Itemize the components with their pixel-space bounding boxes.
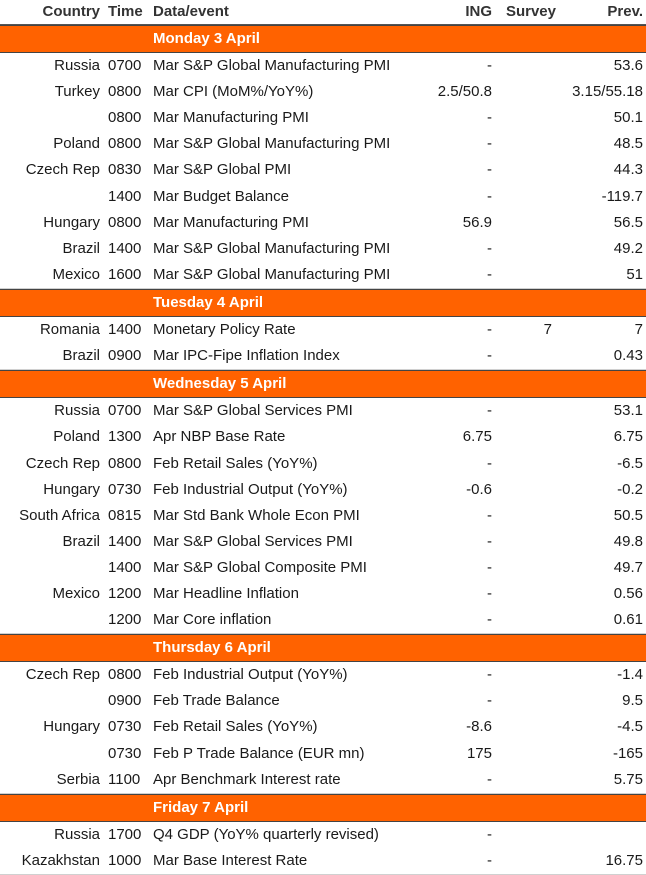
- cell-prev: 49.8: [613, 532, 643, 550]
- cell-time: 0800: [108, 213, 142, 231]
- table-row: [0, 105, 646, 131]
- cell-event: Feb Industrial Output (YoY%): [153, 480, 348, 498]
- cell-country: Russia: [54, 57, 100, 75]
- cell-prev: 44.3: [613, 161, 643, 179]
- cell-prev: -6.5: [617, 454, 643, 472]
- table-row: [0, 317, 646, 343]
- table-row: [0, 398, 646, 424]
- cell-prev: 56.5: [613, 213, 643, 231]
- table-row: [0, 529, 646, 555]
- table-row: [0, 477, 646, 503]
- cell-event: Mar S&P Global PMI: [153, 161, 292, 179]
- cell-event: Feb P Trade Balance (EUR mn): [153, 744, 365, 762]
- table-row: [0, 503, 646, 529]
- table-row: [0, 662, 646, 688]
- table-row: [0, 555, 646, 581]
- cell-ing: -: [487, 347, 492, 365]
- cell-time: 0800: [108, 109, 142, 127]
- cell-time: 0700: [108, 57, 142, 75]
- cell-time: 0800: [108, 666, 142, 684]
- cell-country: Poland: [53, 135, 100, 153]
- cell-prev: 7: [634, 321, 643, 339]
- cell-time: 0700: [108, 402, 142, 420]
- table-row: [0, 424, 646, 450]
- cell-prev: -4.5: [617, 718, 643, 736]
- table-row: [0, 210, 646, 236]
- cell-ing: -: [487, 265, 492, 283]
- cell-event: Apr Benchmark Interest rate: [153, 770, 341, 788]
- cell-prev: -165: [612, 744, 643, 762]
- table-row: [0, 236, 646, 262]
- cell-time: 1400: [108, 187, 142, 205]
- cell-prev: 48.5: [613, 135, 643, 153]
- cell-time: 0800: [108, 83, 142, 101]
- day-label: Tuesday 4 April: [153, 293, 264, 311]
- cell-country: Mexico: [52, 584, 100, 602]
- cell-ing: -: [487, 692, 492, 710]
- table-row: [0, 848, 646, 875]
- cell-prev: 0.61: [613, 611, 643, 629]
- table-row: [0, 741, 646, 767]
- cell-event: Mar Core inflation: [153, 611, 272, 629]
- cell-time: 1200: [108, 584, 142, 602]
- cell-country: Brazil: [62, 347, 100, 365]
- cell-event: Mar S&P Global Manufacturing PMI: [153, 135, 391, 153]
- day-header: [0, 25, 646, 53]
- cell-ing: -: [487, 825, 492, 843]
- cell-prev: 0.56: [613, 584, 643, 602]
- cell-event: Apr NBP Base Rate: [153, 428, 286, 446]
- cell-country: Poland: [53, 428, 100, 446]
- cell-country: Turkey: [54, 83, 100, 101]
- cell-event: Mar Std Bank Whole Econ PMI: [153, 506, 360, 524]
- cell-time: 0815: [108, 506, 142, 524]
- cell-country: Czech Rep: [25, 454, 100, 472]
- cell-prev: 49.7: [613, 558, 643, 576]
- cell-ing: -: [487, 239, 492, 257]
- table-row: [0, 262, 646, 289]
- cell-ing: -: [487, 611, 492, 629]
- cell-ing: 6.75: [462, 428, 492, 446]
- cell-time: 1100: [108, 770, 141, 788]
- cell-prev: 5.75: [613, 770, 643, 788]
- table-row: [0, 343, 646, 370]
- table-row: [0, 79, 646, 105]
- cell-ing: -: [487, 109, 492, 127]
- cell-prev: 9.5: [622, 692, 643, 710]
- table-row: [0, 451, 646, 477]
- cell-event: Feb Trade Balance: [153, 692, 280, 710]
- cell-prev: -0.2: [617, 480, 643, 498]
- cell-prev: 16.75: [605, 851, 643, 869]
- cell-country: Mexico: [52, 265, 100, 283]
- cell-country: Czech Rep: [25, 161, 100, 179]
- cell-country: Kazakhstan: [21, 851, 100, 869]
- cell-ing: 56.9: [462, 213, 492, 231]
- cell-time: 0800: [108, 135, 142, 153]
- cell-prev: 3.15/55.18: [572, 83, 643, 101]
- table-row: [0, 714, 646, 740]
- cell-event: Mar S&P Global Manufacturing PMI: [153, 265, 391, 283]
- cell-prev: 50.5: [613, 506, 643, 524]
- cell-country: Brazil: [62, 532, 100, 550]
- cell-ing: 2.5/50.8: [437, 83, 492, 101]
- cell-time: 1200: [108, 611, 142, 629]
- day-label: Friday 7 April: [153, 798, 249, 816]
- cell-country: Czech Rep: [25, 666, 100, 684]
- cell-ing: -8.6: [466, 718, 492, 736]
- cell-event: Mar Budget Balance: [153, 187, 289, 205]
- cell-time: 1300: [108, 428, 142, 446]
- cell-prev: -1.4: [617, 666, 643, 684]
- cell-country: Hungary: [43, 213, 100, 231]
- header-survey: Survey: [505, 3, 556, 20]
- cell-ing: -: [487, 532, 492, 550]
- cell-event: Monetary Policy Rate: [153, 321, 296, 339]
- cell-ing: -: [487, 321, 492, 339]
- table-row: [0, 607, 646, 634]
- table-row: [0, 581, 646, 607]
- table-row: [0, 131, 646, 157]
- cell-time: 0730: [108, 480, 142, 498]
- cell-prev: 0.43: [613, 347, 643, 365]
- cell-time: 1400: [108, 239, 142, 257]
- cell-ing: -: [487, 187, 492, 205]
- cell-ing: -: [487, 454, 492, 472]
- header-event: Data/event: [153, 3, 229, 20]
- cell-time: 0730: [108, 744, 142, 762]
- cell-prev: 50.1: [613, 109, 643, 127]
- cell-country: Russia: [54, 402, 100, 420]
- day-header: [0, 794, 646, 822]
- cell-event: Mar S&P Global Services PMI: [153, 532, 353, 550]
- cell-country: Hungary: [43, 718, 100, 736]
- table-header: [0, 0, 646, 25]
- cell-event: Mar S&P Global Services PMI: [153, 402, 353, 420]
- cell-event: Mar Headline Inflation: [153, 584, 299, 602]
- header-country: Country: [42, 3, 100, 20]
- day-header: [0, 370, 646, 398]
- table-row: [0, 157, 646, 183]
- cell-event: Feb Retail Sales (YoY%): [153, 454, 318, 472]
- cell-country: South Africa: [19, 506, 100, 524]
- cell-time: 0730: [108, 718, 142, 736]
- cell-ing: 175: [466, 744, 492, 762]
- cell-country: Serbia: [56, 770, 100, 788]
- cell-event: Feb Industrial Output (YoY%): [153, 666, 348, 684]
- cell-time: 0900: [108, 347, 142, 365]
- table-row: [0, 688, 646, 714]
- table-row: [0, 53, 646, 79]
- table-body: [0, 25, 646, 875]
- cell-event: Mar Manufacturing PMI: [153, 109, 309, 127]
- cell-prev: 53.6: [613, 57, 643, 75]
- day-header: [0, 634, 646, 662]
- cell-time: 1400: [108, 558, 142, 576]
- cell-country: Russia: [54, 825, 100, 843]
- cell-prev: 6.75: [613, 428, 643, 446]
- cell-event: Feb Retail Sales (YoY%): [153, 718, 318, 736]
- cell-ing: -: [487, 161, 492, 179]
- cell-time: 0900: [108, 692, 142, 710]
- header-ing: ING: [465, 3, 492, 20]
- cell-time: 1000: [108, 851, 142, 869]
- cell-ing: -: [487, 666, 492, 684]
- cell-time: 0830: [108, 161, 142, 179]
- cell-time: 1400: [108, 532, 142, 550]
- cell-event: Q4 GDP (YoY% quarterly revised): [153, 825, 379, 843]
- cell-country: Romania: [39, 321, 100, 339]
- cell-event: Mar S&P Global Manufacturing PMI: [153, 57, 391, 75]
- cell-time: 0800: [108, 454, 142, 472]
- cell-time: 1400: [108, 321, 142, 339]
- cell-event: Mar CPI (MoM%/YoY%): [153, 83, 314, 101]
- day-label: Monday 3 April: [153, 30, 260, 47]
- cell-ing: -: [487, 584, 492, 602]
- cell-event: Mar Manufacturing PMI: [153, 213, 309, 231]
- cell-survey: 7: [543, 321, 552, 339]
- cell-country: Hungary: [43, 480, 100, 498]
- cell-ing: -: [487, 770, 492, 788]
- day-label: Thursday 6 April: [153, 639, 271, 657]
- cell-event: Mar Base Interest Rate: [153, 851, 308, 869]
- cell-ing: -0.6: [466, 480, 492, 498]
- cell-ing: -: [487, 135, 492, 153]
- cell-ing: -: [487, 57, 492, 75]
- cell-event: Mar IPC-Fipe Inflation Index: [153, 347, 340, 365]
- table-row: [0, 184, 646, 210]
- cell-prev: 53.1: [613, 402, 643, 420]
- day-header: [0, 289, 646, 317]
- table-row: [0, 822, 646, 848]
- cell-ing: -: [487, 402, 492, 420]
- table-row: [0, 767, 646, 794]
- cell-prev: 49.2: [613, 239, 643, 257]
- cell-event: Mar S&P Global Manufacturing PMI: [153, 239, 391, 257]
- cell-ing: -: [487, 558, 492, 576]
- header-time: Time: [108, 3, 143, 20]
- cell-ing: -: [487, 851, 492, 869]
- cell-time: 1700: [108, 825, 142, 843]
- cell-event: Mar S&P Global Composite PMI: [153, 558, 367, 576]
- cell-time: 1600: [108, 265, 142, 283]
- header-prev: Prev.: [607, 3, 643, 20]
- cell-ing: -: [487, 506, 492, 524]
- day-label: Wednesday 5 April: [153, 375, 287, 393]
- cell-prev: -119.7: [601, 187, 643, 205]
- cell-prev: 51: [626, 265, 643, 283]
- cell-country: Brazil: [62, 239, 100, 257]
